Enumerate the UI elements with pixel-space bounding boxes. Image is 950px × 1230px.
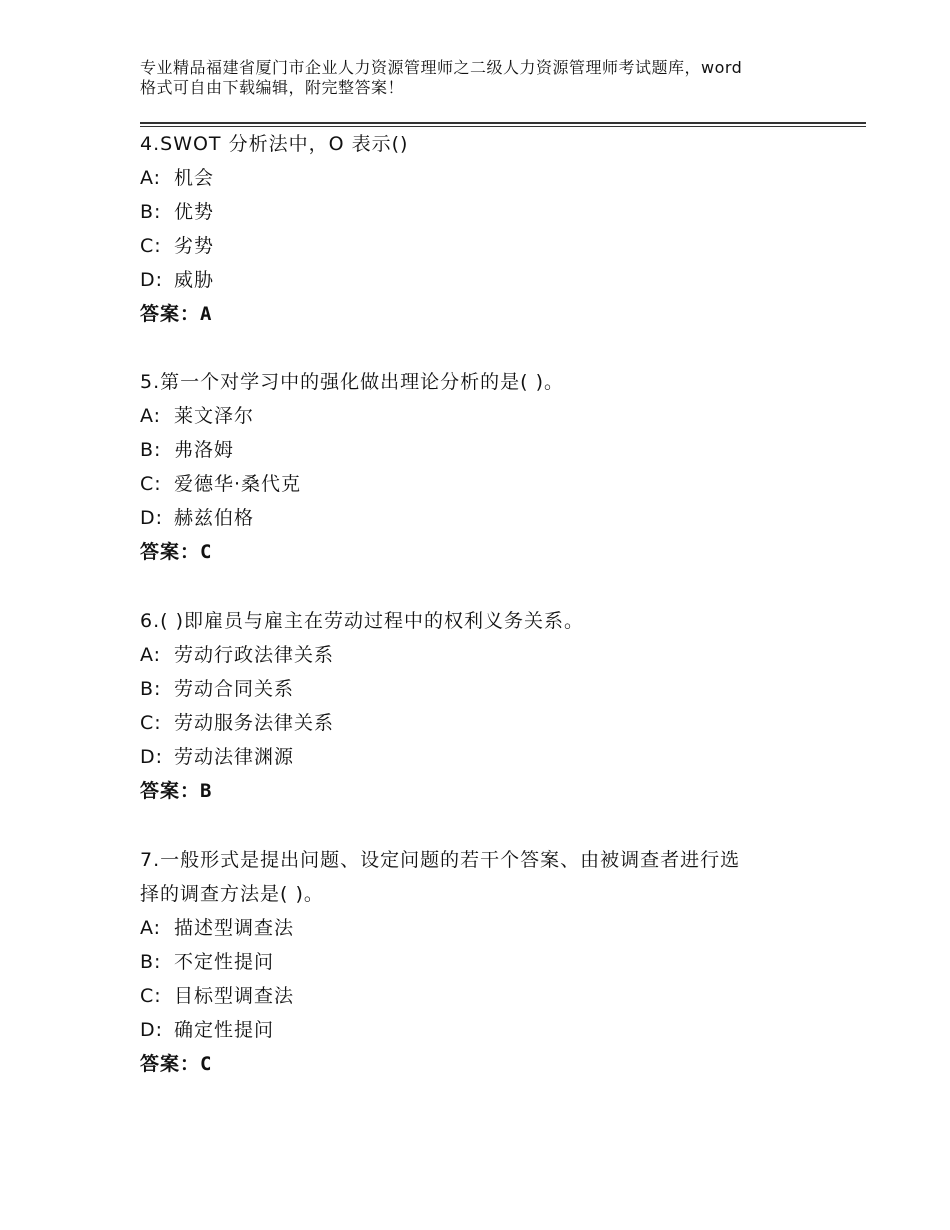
option-text: 优势 (174, 201, 215, 223)
question-stem: 6.( )即雇员与雇主在劳动过程中的权利义务关系。 (140, 610, 584, 632)
option-d (140, 501, 840, 535)
option-key: B: (140, 951, 162, 973)
header-line-2: 格式可自由下载编辑，附完整答案！ (140, 78, 405, 97)
document-header (140, 58, 840, 98)
option-text: 不定性提问 (174, 951, 275, 973)
option-a (140, 399, 840, 433)
question-6 (140, 604, 840, 808)
option-key: B: (140, 201, 162, 223)
option-c (140, 229, 840, 263)
option-key: A: (140, 644, 162, 666)
question-4 (140, 127, 840, 331)
option-b (140, 195, 840, 229)
option-a (140, 161, 840, 195)
option-key: A: (140, 917, 162, 939)
option-c (140, 467, 840, 501)
option-c (140, 979, 840, 1013)
option-key: A: (140, 167, 162, 189)
option-key: D: (140, 746, 164, 768)
option-b (140, 945, 840, 979)
option-text: 莱文泽尔 (174, 405, 255, 427)
option-text: 爱德华·桑代克 (174, 473, 302, 495)
option-key: D: (140, 269, 164, 291)
option-text: 确定性提问 (174, 1019, 275, 1041)
question-stem: 5.第一个对学习中的强化做出理论分析的是( )。 (140, 371, 564, 393)
option-b (140, 433, 840, 467)
header-line-1: 专业精品福建省厦门市企业人力资源管理师之二级人力资源管理师考试题库，word (140, 58, 743, 77)
question-stem-line-1: 7.一般形式是提出问题、设定问题的若干个答案、由被调查者进行选 (140, 849, 741, 871)
question-stem: 4.SWOT 分析法中，O 表示() (140, 133, 409, 155)
option-c (140, 706, 840, 740)
option-d (140, 740, 840, 774)
question-5 (140, 365, 840, 569)
option-text: 劳动合同关系 (174, 678, 295, 700)
option-key: C: (140, 712, 162, 734)
option-text: 描述型调查法 (174, 917, 295, 939)
option-key: C: (140, 235, 162, 257)
header-divider-thick (140, 122, 866, 124)
option-d (140, 1013, 840, 1047)
option-text: 劳动行政法律关系 (174, 644, 335, 666)
option-text: 劣势 (174, 235, 215, 257)
option-a (140, 911, 840, 945)
option-key: A: (140, 405, 162, 427)
option-key: B: (140, 439, 162, 461)
option-text: 赫兹伯格 (174, 507, 255, 529)
option-text: 机会 (174, 167, 215, 189)
question-stem-line-2: 择的调查方法是( )。 (140, 883, 324, 905)
option-b (140, 672, 840, 706)
answer-line: 答案：C (140, 1053, 213, 1075)
option-key: D: (140, 1019, 164, 1041)
answer-line: 答案：A (140, 303, 213, 325)
option-text: 劳动法律渊源 (174, 746, 295, 768)
answer-line: 答案：C (140, 541, 213, 563)
answer-line: 答案：B (140, 780, 213, 802)
question-7 (140, 843, 840, 1081)
option-key: D: (140, 507, 164, 529)
option-key: C: (140, 473, 162, 495)
option-a (140, 638, 840, 672)
option-text: 弗洛姆 (174, 439, 235, 461)
option-text: 威胁 (174, 269, 215, 291)
option-d (140, 263, 840, 297)
option-text: 目标型调查法 (174, 985, 295, 1007)
option-key: B: (140, 678, 162, 700)
option-key: C: (140, 985, 162, 1007)
option-text: 劳动服务法律关系 (174, 712, 335, 734)
